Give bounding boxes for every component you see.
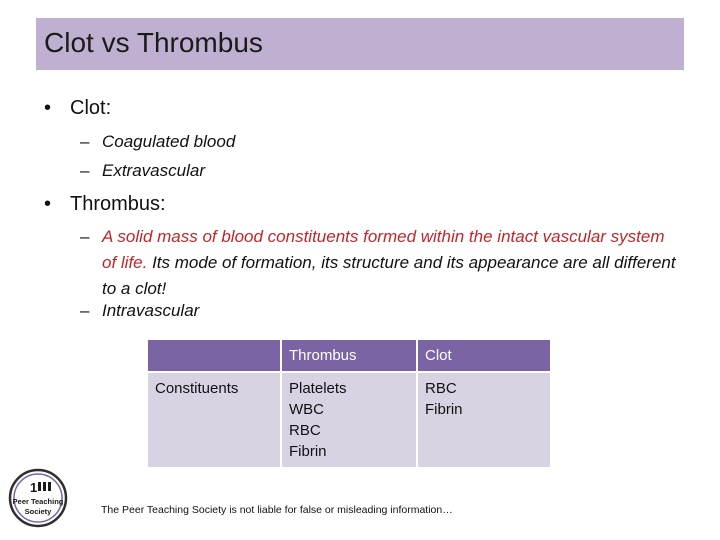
dash: –	[80, 301, 90, 320]
logo-text-mid: Peer Teaching	[12, 497, 64, 506]
title-bar	[36, 18, 684, 70]
table-cell-clot	[418, 373, 550, 467]
clot-point-text: Coagulated blood	[102, 132, 236, 151]
thrombus-point-2	[80, 301, 199, 321]
table-header-row	[148, 340, 550, 371]
list-item: Platelets	[289, 380, 347, 397]
dash: –	[80, 132, 90, 151]
list-item: Fibrin	[289, 443, 327, 460]
logo-text-top: 1	[30, 480, 38, 495]
clot-point-1	[80, 132, 235, 152]
list-item: RBC	[425, 380, 457, 397]
list-item: Fibrin	[425, 401, 463, 418]
slide-title: Clot vs Thrombus	[44, 27, 263, 58]
dash: –	[80, 161, 90, 180]
logo-text-bottom: Society	[24, 507, 52, 516]
logo-icon	[8, 468, 68, 528]
thrombus-definition-highlight: A solid mass of blood constituents formed within the intact vascular system of life.	[102, 227, 665, 272]
peer-teaching-society-logo	[8, 468, 68, 528]
thrombus-definition-body	[102, 224, 680, 302]
bullet-thrombus	[44, 193, 166, 216]
thrombus-definition-rest: Its mode of formation, its structure and its appearance are all different to a clot!	[102, 253, 676, 298]
list-item: WBC	[289, 401, 324, 418]
dash: –	[80, 227, 90, 246]
clot-point-2	[80, 161, 205, 181]
table-header-empty	[148, 340, 280, 371]
table-header-clot: Clot	[418, 340, 550, 371]
thrombus-definition	[80, 224, 680, 302]
bullet-clot	[44, 97, 111, 120]
disclaimer: The Peer Teaching Society is not liable for false or misleading information…	[101, 504, 453, 516]
table-row-label: Constituents	[148, 373, 280, 467]
clot-point-text: Extravascular	[102, 161, 205, 180]
table-row	[148, 373, 550, 467]
bullet-dot: •	[44, 193, 52, 215]
clot-heading: Clot:	[70, 97, 112, 119]
table-cell-thrombus	[282, 373, 416, 467]
list-item: RBC	[289, 422, 321, 439]
bullet-dot: •	[44, 97, 52, 119]
thrombus-heading: Thrombus:	[70, 193, 166, 215]
comparison-table	[146, 338, 552, 469]
table-header-thrombus: Thrombus	[282, 340, 416, 371]
thrombus-point-text: Intravascular	[102, 301, 200, 320]
